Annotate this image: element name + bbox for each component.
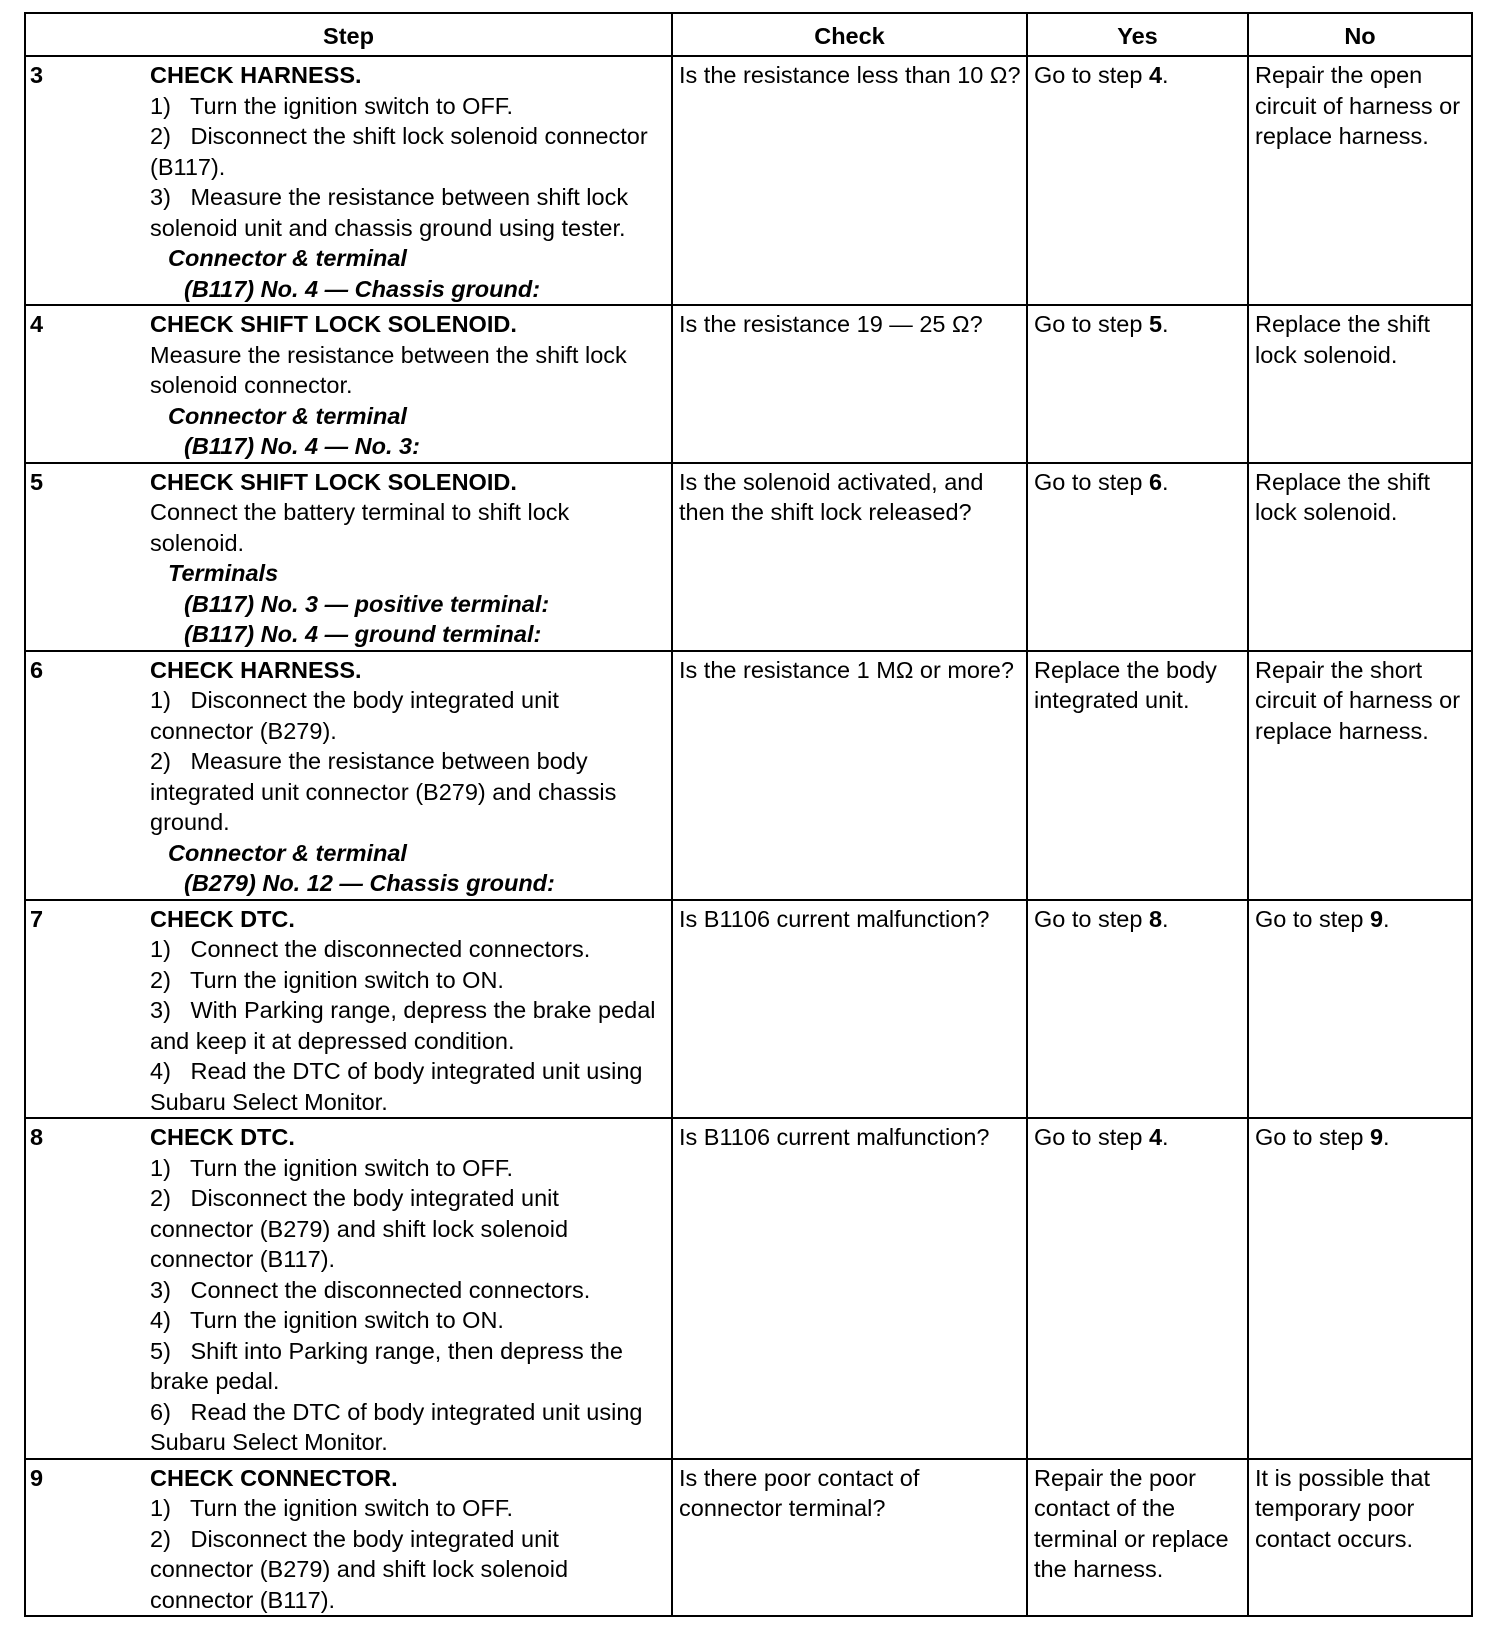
yes-step-ref: 5 xyxy=(1148,311,1163,337)
step-title: CHECK SHIFT LOCK SOLENOID. xyxy=(150,311,517,337)
yes-end: . xyxy=(1162,311,1169,337)
step-instruction: 2) Disconnect the shift lock solenoid connector (B117). xyxy=(150,123,648,180)
step-cell xyxy=(25,1118,672,1459)
no-text: Repair the open circuit of harness or replace harness. xyxy=(1255,62,1461,149)
yes-cell xyxy=(1027,305,1248,463)
step-instruction: 6) Read the DTC of body integrated unit using Subaru Select Monitor. xyxy=(150,1398,643,1455)
yes-cell xyxy=(1027,1118,1248,1459)
header-no: No xyxy=(1248,13,1472,56)
table-row xyxy=(25,56,1472,305)
no-text: Replace the shift lock solenoid. xyxy=(1255,468,1431,525)
step-number: 9 xyxy=(30,1464,44,1491)
step-title: CHECK HARNESS. xyxy=(150,656,362,683)
step-number: 3 xyxy=(30,62,44,88)
step-instruction: 1) Turn the ignition switch to OFF. xyxy=(150,1495,514,1521)
table-row xyxy=(25,651,1472,900)
step-number: 6 xyxy=(30,656,44,683)
yes-text: Go to step xyxy=(1034,62,1149,88)
yes-end: . xyxy=(1162,468,1169,495)
step-instruction: 3) Connect the disconnected connectors. xyxy=(150,1276,591,1303)
step-title: CHECK HARNESS. xyxy=(150,62,362,88)
yes-end: . xyxy=(1162,905,1169,932)
no-cell xyxy=(1248,1459,1472,1617)
step-instruction: 1) Turn the ignition switch to OFF. xyxy=(150,1154,514,1181)
no-text: Go to step xyxy=(1255,1124,1370,1150)
diagnostic-table xyxy=(24,12,1473,1617)
step-spec-heading: Connector & terminal xyxy=(168,839,407,866)
table-row xyxy=(25,1459,1472,1617)
step-instruction: Measure the resistance between the shift lock solenoid connector. xyxy=(150,341,627,398)
step-instruction: 1) Disconnect the body integrated unit connector (B279). xyxy=(150,687,559,744)
yes-cell xyxy=(1027,56,1248,305)
step-instruction: 1) Turn the ignition switch to OFF. xyxy=(150,92,514,119)
yes-step-ref: 6 xyxy=(1148,468,1163,495)
step-spec-value: (B117) No. 4 — ground terminal: xyxy=(184,621,542,647)
step-instruction: 5) Shift into Parking range, then depress the brake pedal. xyxy=(150,1337,623,1394)
step-title: CHECK SHIFT LOCK SOLENOID. xyxy=(150,468,517,495)
yes-cell xyxy=(1027,463,1248,651)
step-title: CHECK CONNECTOR. xyxy=(150,1464,398,1491)
table-row xyxy=(25,305,1472,463)
step-cell xyxy=(25,1459,672,1617)
check-cell: Is the resistance 19 — 25 Ω? xyxy=(672,305,1027,463)
no-cell xyxy=(1248,900,1472,1119)
no-text: Replace the shift lock solenoid. xyxy=(1255,311,1431,368)
step-cell xyxy=(25,651,672,900)
table-row xyxy=(25,900,1472,1119)
yes-text: Go to step xyxy=(1034,311,1149,337)
table-row xyxy=(25,1118,1472,1459)
step-number: 5 xyxy=(30,468,44,495)
step-instruction: 4) Turn the ignition switch to ON. xyxy=(150,1307,504,1333)
step-instruction: 4) Read the DTC of body integrated unit using Subaru Select Monitor. xyxy=(150,1058,643,1115)
yes-cell xyxy=(1027,651,1248,900)
no-step-ref: 9 xyxy=(1369,905,1384,932)
yes-text: Go to step xyxy=(1034,468,1149,495)
step-instruction: 3) Measure the resistance between shift lock solenoid unit and chassis ground using tester. xyxy=(150,184,629,241)
step-cell xyxy=(25,56,672,305)
step-number: 7 xyxy=(30,905,44,932)
step-instruction: 1) Connect the disconnected connectors. xyxy=(150,936,591,962)
yes-end: . xyxy=(1162,1124,1169,1150)
no-text: It is possible that temporary poor contact occurs. xyxy=(1255,1464,1431,1552)
yes-cell xyxy=(1027,1459,1248,1617)
step-cell xyxy=(25,305,672,463)
step-spec-heading: Connector & terminal xyxy=(168,402,407,429)
yes-text: Go to step xyxy=(1034,905,1149,932)
check-cell: Is the resistance less than 10 Ω? xyxy=(672,56,1027,305)
yes-cell xyxy=(1027,900,1248,1119)
no-step-ref: 9 xyxy=(1369,1124,1384,1150)
no-cell xyxy=(1248,651,1472,900)
check-cell: Is the solenoid activated, and then the shift lock released? xyxy=(672,463,1027,651)
step-spec-heading: Connector & terminal xyxy=(168,245,407,271)
step-instruction: 2) Disconnect the body integrated unit connector (B279) and shift lock solenoid connector (B117). xyxy=(150,1525,569,1613)
step-title: CHECK DTC. xyxy=(150,905,295,932)
no-cell xyxy=(1248,463,1472,651)
yes-end: . xyxy=(1162,62,1169,88)
no-text: Repair the short circuit of harness or replace harness. xyxy=(1255,656,1461,744)
no-end: . xyxy=(1383,1124,1390,1150)
step-number: 8 xyxy=(30,1124,44,1150)
table-row xyxy=(25,463,1472,651)
yes-step-ref: 4 xyxy=(1148,62,1163,88)
yes-text: Replace the body integrated unit. xyxy=(1034,656,1217,713)
step-spec-value: (B117) No. 4 — No. 3: xyxy=(184,433,420,459)
header-step: Step xyxy=(25,13,672,56)
check-cell: Is the resistance 1 MΩ or more? xyxy=(672,651,1027,900)
yes-text: Go to step xyxy=(1034,1124,1149,1150)
check-cell: Is B1106 current malfunction? xyxy=(672,1118,1027,1459)
header-check: Check xyxy=(672,13,1027,56)
step-cell xyxy=(25,463,672,651)
no-text: Go to step xyxy=(1255,905,1370,932)
step-spec-heading: Terminals xyxy=(168,560,279,586)
check-cell: Is B1106 current malfunction? xyxy=(672,900,1027,1119)
table-body xyxy=(25,56,1472,1616)
yes-step-ref: 8 xyxy=(1148,905,1163,932)
step-instruction: Connect the battery terminal to shift lock solenoid. xyxy=(150,499,570,556)
step-instruction: 3) With Parking range, depress the brake pedal and keep it at depressed condition. xyxy=(150,997,656,1054)
yes-step-ref: 4 xyxy=(1148,1124,1163,1150)
step-spec-value: (B117) No. 4 — Chassis ground: xyxy=(184,275,541,302)
step-number: 4 xyxy=(30,311,44,337)
no-cell xyxy=(1248,1118,1472,1459)
yes-text: Repair the poor contact of the terminal or replace the harness. xyxy=(1034,1464,1229,1582)
step-title: CHECK DTC. xyxy=(150,1124,295,1150)
no-cell xyxy=(1248,56,1472,305)
step-cell xyxy=(25,900,672,1119)
step-spec-value: (B279) No. 12 — Chassis ground: xyxy=(184,870,555,896)
step-spec-value: (B117) No. 3 — positive terminal: xyxy=(184,590,550,617)
no-end: . xyxy=(1383,905,1390,932)
header-row xyxy=(25,13,1472,56)
step-instruction: 2) Measure the resistance between body integrated unit connector (B279) and chassis ground. xyxy=(150,748,617,835)
no-cell xyxy=(1248,305,1472,463)
step-instruction: 2) Turn the ignition switch to ON. xyxy=(150,966,504,993)
step-instruction: 2) Disconnect the body integrated unit connector (B279) and shift lock solenoid connector (B117). xyxy=(150,1185,569,1272)
check-cell: Is there poor contact of connector terminal? xyxy=(672,1459,1027,1617)
header-yes: Yes xyxy=(1027,13,1248,56)
